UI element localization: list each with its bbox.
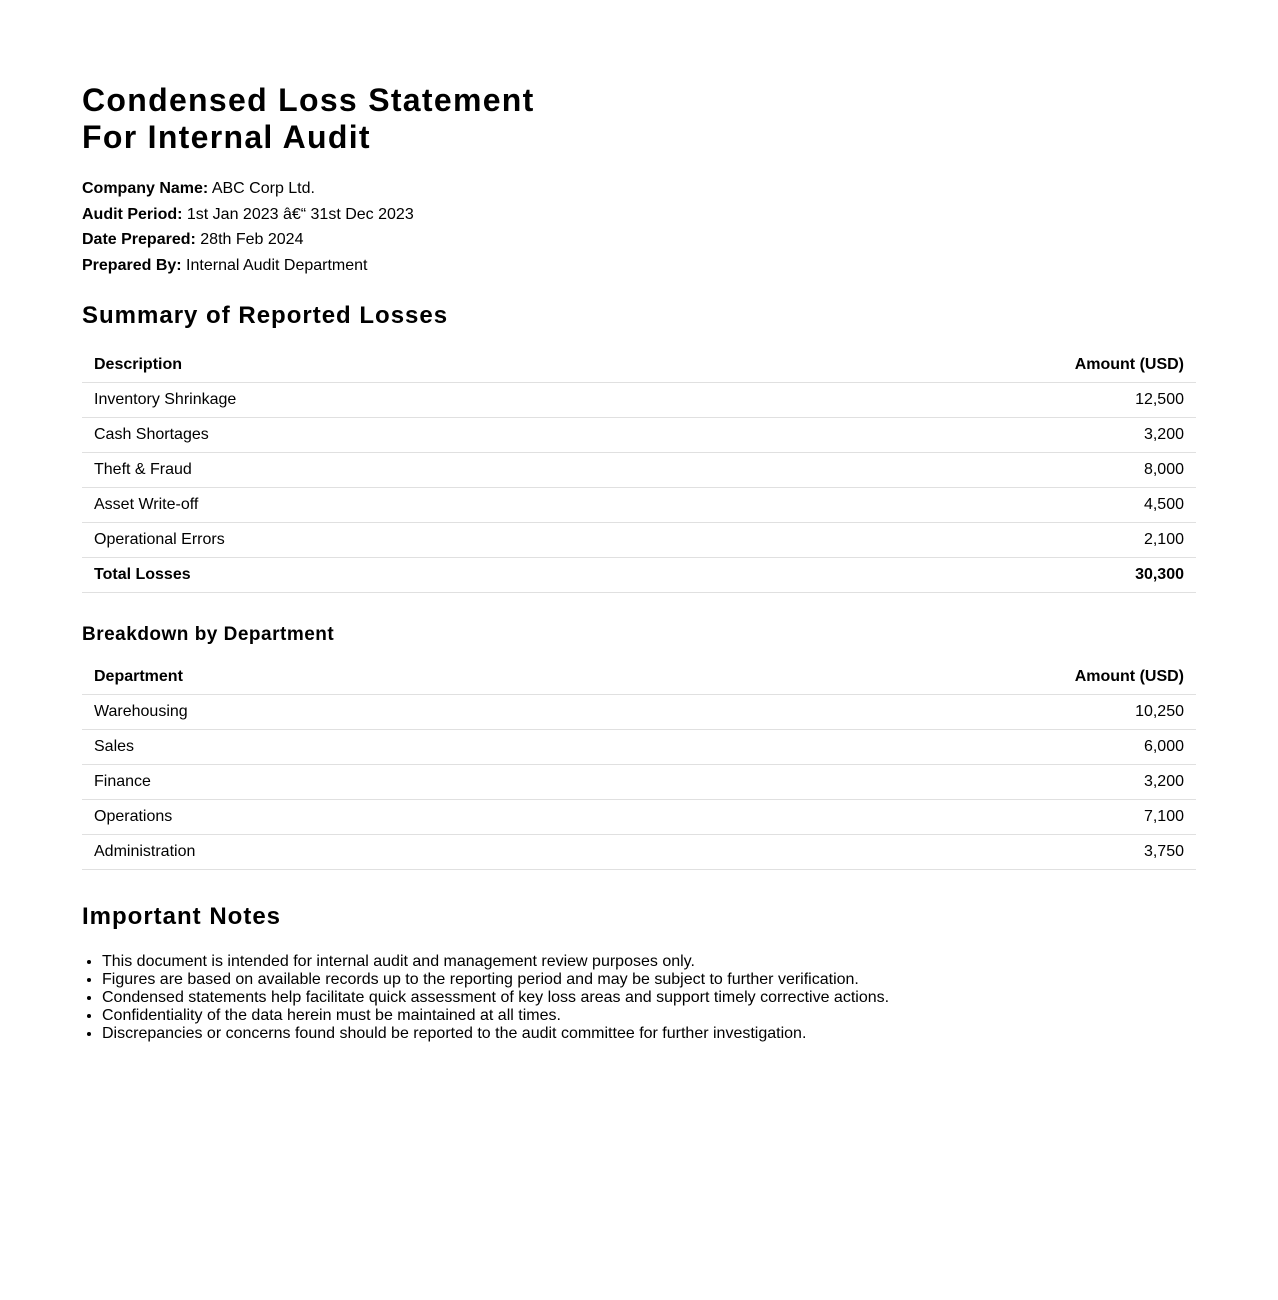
table-row [82, 453, 1196, 488]
audit-period-value: 1st Jan 2023 â€“ 31st Dec 2023 [186, 205, 414, 223]
title-line-1: Condensed Loss Statement [82, 82, 535, 118]
prepared-by-label: Prepared By: [82, 256, 182, 274]
breakdown-col-amount: Amount (USD) [622, 660, 1196, 695]
department-amount-cell: 3,750 [622, 835, 1196, 870]
breakdown-col-department: Department [82, 660, 622, 695]
summary-description-cell: Inventory Shrinkage [82, 383, 700, 418]
summary-col-amount: Amount (USD) [700, 348, 1196, 383]
summary-heading: Summary of Reported Losses [82, 302, 449, 330]
document-title [82, 82, 1196, 156]
notes-list [82, 953, 1196, 1043]
breakdown-heading: Breakdown by Department [82, 624, 335, 646]
prepared-by-value: Internal Audit Department [186, 256, 368, 274]
table-row [82, 488, 1196, 523]
list-item: • Discrepancies or concerns found should be reported to the audit committee for further investigation. [102, 1025, 1196, 1043]
department-cell: Warehousing [82, 695, 622, 730]
company-label: Company Name: [82, 180, 209, 197]
summary-amount-cell: 2,100 [700, 523, 1196, 558]
summary-col-description: Description [82, 348, 700, 383]
document-meta [82, 176, 1196, 278]
table-row [82, 695, 1196, 730]
summary-description-cell: Operational Errors [82, 523, 700, 558]
summary-amount-cell: 8,000 [700, 453, 1196, 488]
total-label: Total Losses [82, 558, 700, 593]
table-row [82, 765, 1196, 800]
company-value: ABC Corp Ltd. [211, 180, 315, 197]
list-item: • Figures are based on available records up to the reporting period and may be subject to further verification. [102, 971, 1196, 989]
summary-amount-cell: 3,200 [700, 418, 1196, 453]
department-amount-cell: 6,000 [622, 730, 1196, 765]
table-row [82, 523, 1196, 558]
meta-audit-period [82, 202, 1196, 228]
department-amount-cell: 10,250 [622, 695, 1196, 730]
table-row [82, 730, 1196, 765]
total-row [82, 558, 1196, 593]
breakdown-table [82, 660, 1196, 870]
table-row [82, 383, 1196, 418]
total-amount: 30,300 [700, 558, 1196, 593]
title-line-2: For Internal Audit [82, 119, 371, 155]
summary-amount-cell: 12,500 [700, 383, 1196, 418]
department-cell: Operations [82, 800, 622, 835]
summary-header-row [82, 348, 1196, 383]
department-amount-cell: 7,100 [622, 800, 1196, 835]
list-item: • Condensed statements help facilitate quick assessment of key loss areas and support timely corrective actions. [102, 989, 1196, 1007]
department-cell: Administration [82, 835, 622, 870]
department-amount-cell: 3,200 [622, 765, 1196, 800]
table-row [82, 835, 1196, 870]
summary-table [82, 348, 1196, 593]
notes-heading: Important Notes [82, 903, 282, 931]
table-row [82, 800, 1196, 835]
breakdown-header-row [82, 660, 1196, 695]
meta-prepared-by [82, 253, 1196, 279]
summary-description-cell: Theft & Fraud [82, 453, 700, 488]
summary-description-cell: Cash Shortages [82, 418, 700, 453]
list-item: • This document is intended for internal audit and management review purposes only. [102, 953, 1196, 971]
date-prepared-value: 28th Feb 2024 [200, 231, 304, 249]
meta-company [82, 176, 1196, 202]
meta-date-prepared [82, 227, 1196, 253]
table-row [82, 418, 1196, 453]
list-item: • Confidentiality of the data herein must be maintained at all times. [102, 1007, 1196, 1025]
department-cell: Finance [82, 765, 622, 800]
department-cell: Sales [82, 730, 622, 765]
audit-period-label: Audit Period: [82, 205, 183, 223]
summary-amount-cell: 4,500 [700, 488, 1196, 523]
date-prepared-label: Date Prepared: [82, 231, 196, 249]
summary-description-cell: Asset Write-off [82, 488, 700, 523]
